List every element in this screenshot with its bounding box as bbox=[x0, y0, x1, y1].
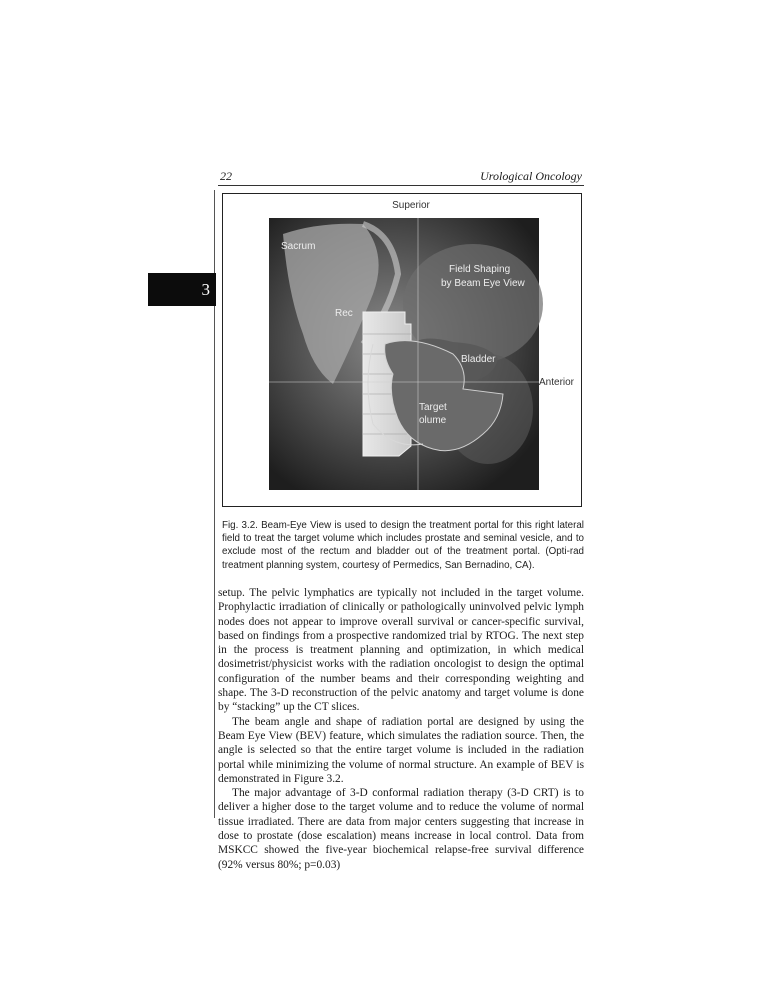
figure-caption: Fig. 3.2. Beam-Eye View is used to design the treatment portal for this right lateral field to treat the target volume which includes prostate and seminal vesicle, and to exclude most of the rectum and bladder out of the treatment portal. (Opti-rad treatment planning system, courtesy of Permedics, San Bernadino, CA). bbox=[222, 520, 584, 571]
label-superior: Superior bbox=[392, 200, 430, 211]
label-bladder: Bladder bbox=[461, 354, 496, 365]
paragraph: The beam angle and shape of radiation portal are designed by using the Beam Eye View (BEV) feature, which simulates the radiation source. Then, the angle is selected so that the entire target volume is included in the radiation portal while minimizing the volume of normal structure. An example of BEV is demonstrated in Figure 3.2. bbox=[218, 715, 584, 785]
paragraph: The major advantage of 3-D conformal radiation therapy (3-D CRT) is to deliver a higher dose to the target volume and to reduce the volume of normal tissue irradiated. There are data from major centers suggesting that increase in dose to prostate (dose escalation) means increase in local control. Data from MSKCC showed the five-year biochemical relapse-free survival difference (92% versus 80%; p=0.03) bbox=[218, 787, 584, 871]
page-number: 22 bbox=[220, 169, 232, 183]
label-field-shaping-1: Field Shaping bbox=[449, 264, 511, 275]
figure-3-2 bbox=[222, 193, 582, 507]
paragraph: setup. The pelvic lymphatics are typically not included in the target volume. Prophylactic irradiation of clinically or pathologically uninvolved pelvic lymph nodes does not appear to improve overall survival or cancer-specific survival, based on findings from a prospective randomized trial by RTOG. The next step in the process is treatment planning and optimization, in which medical dosimetrist/physicist works with the radiation oncologist to design the optimal configuration of the number beams and their corresponding weighting and shape. The 3-D reconstruction of the pelvic anatomy and target volume is done by “stacking” up the CT slices. bbox=[218, 587, 584, 714]
label-anterior: Anterior bbox=[539, 377, 575, 388]
body-text bbox=[218, 586, 584, 872]
label-target-2: olume bbox=[419, 415, 447, 426]
label-sacrum: Sacrum bbox=[281, 241, 316, 252]
label-target-1: Target bbox=[419, 402, 447, 413]
label-field-shaping-2: by Beam Eye View bbox=[441, 278, 525, 289]
beam-eye-view-image bbox=[223, 194, 583, 508]
chapter-tab: 3 bbox=[148, 273, 216, 306]
label-rectum: Rec bbox=[335, 308, 353, 319]
running-title: Urological Oncology bbox=[480, 169, 582, 183]
running-header bbox=[218, 167, 584, 186]
